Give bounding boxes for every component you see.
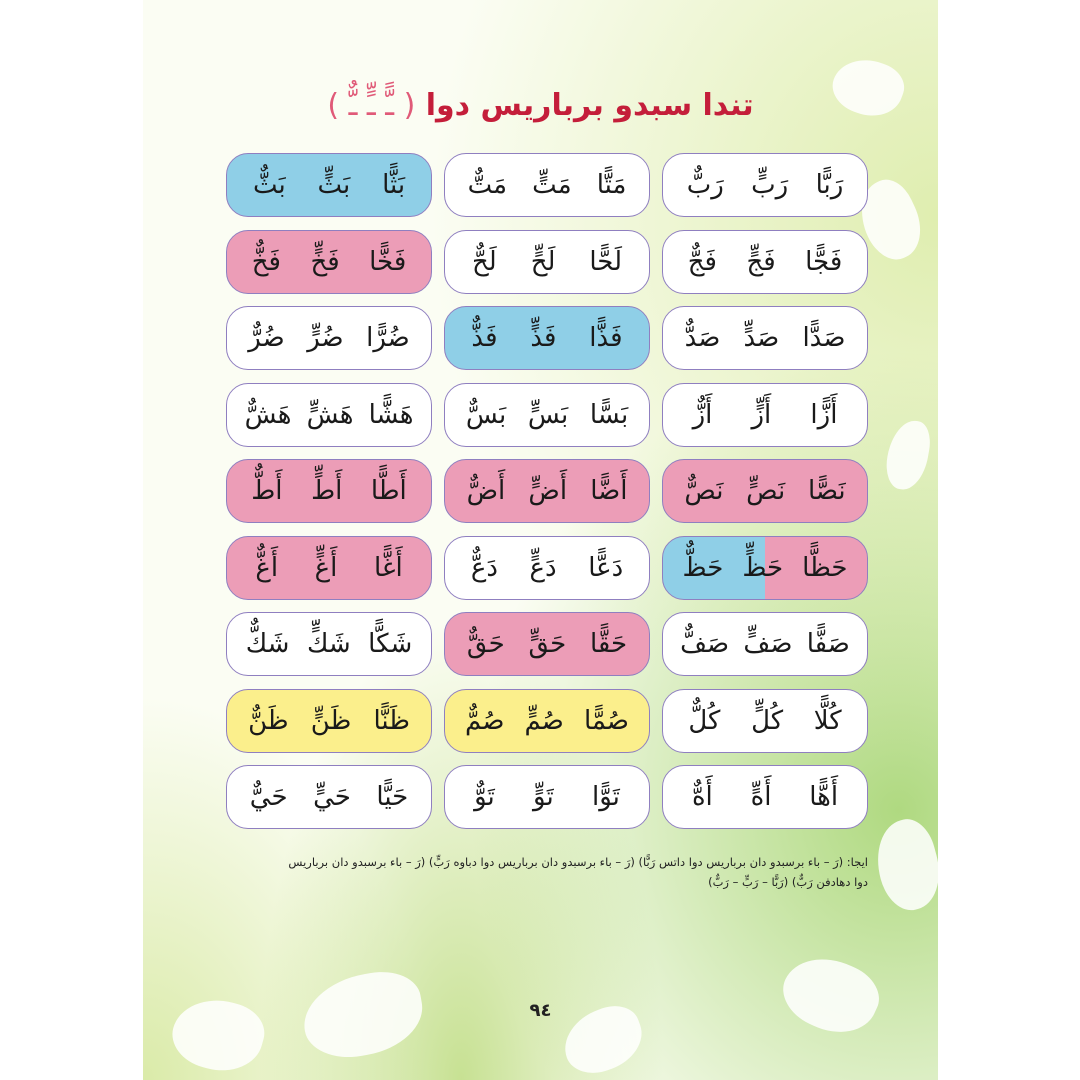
syllable-text: أَطٍّ <box>311 476 343 506</box>
syllable-text: حَقٌّ <box>466 629 505 659</box>
syllable-text: فَذٌّ <box>471 323 498 353</box>
syllable-card <box>226 765 432 829</box>
syllable-card <box>226 306 432 370</box>
syllable-text: أَغٍّ <box>314 552 338 583</box>
syllable-text: حَيًّا <box>376 782 409 812</box>
syllable-text: ظَنًّا <box>373 705 410 736</box>
syllable-card <box>662 459 868 523</box>
example-note-line: دوا دهادفن رَبٌّ) (رَبًّا – رَبٍّ – رَبٌّ) <box>708 875 868 889</box>
syllable-card <box>444 689 650 753</box>
syllable-text: كُلًّا <box>813 705 842 736</box>
syllable-text: لَحًّا <box>589 246 623 277</box>
syllable-text: حَظٍّ <box>742 552 784 583</box>
syllable-text: تَوٍّ <box>533 782 554 812</box>
syllable-text: أَهٍّ <box>750 782 772 812</box>
syllable-text: أَزٌّ <box>692 399 713 430</box>
syllable-card <box>662 765 868 829</box>
syllable-text: صُمًّا <box>583 705 629 736</box>
syllable-text: تَوًّا <box>591 782 620 812</box>
syllable-text: فَجٍّ <box>746 246 776 277</box>
syllable-text: أَغٌّ <box>255 552 279 583</box>
syllable-text: هَشٍّ <box>306 399 354 430</box>
page-title-text: تندا سبدو برباريس دوا <box>425 88 754 123</box>
syllable-card <box>226 689 432 753</box>
syllable-text: صَفٍّ <box>743 629 793 659</box>
syllable-text: أَضٌّ <box>466 476 506 506</box>
syllable-text: رَبٍّ <box>751 170 789 200</box>
syllable-text: دَعًّا <box>588 552 624 583</box>
syllable-text: صُمٍّ <box>524 705 564 736</box>
syllable-text: صَدًّا <box>802 323 846 353</box>
syllable-text: صَدٍّ <box>743 323 780 353</box>
page-number: ٩٤ <box>529 1000 552 1021</box>
syllable-text: صَفٌّ <box>680 629 730 659</box>
syllable-text: نَصٍّ <box>746 476 786 506</box>
syllable-text: بَثًّا <box>382 170 406 200</box>
syllable-card <box>662 612 868 676</box>
syllable-card <box>662 383 868 447</box>
syllable-text: حَظًّا <box>802 552 848 583</box>
syllable-text: صَدٌّ <box>684 323 721 353</box>
syllable-card <box>226 230 432 294</box>
syllable-text: ضُرٍّ <box>307 323 344 353</box>
syllable-text: فَخًّا <box>369 246 407 277</box>
syllable-text: مَتًّا <box>596 170 627 200</box>
syllable-text: أَهًّا <box>809 782 839 812</box>
syllable-card <box>662 689 868 753</box>
syllable-text: كُلٍّ <box>751 705 784 736</box>
syllable-card <box>662 536 868 600</box>
syllable-text: فَذٍّ <box>530 323 557 353</box>
syllable-text: فَخٍّ <box>310 246 340 277</box>
syllable-text: حَظٌّ <box>682 552 724 583</box>
syllable-text: بَثٌّ <box>252 170 286 200</box>
syllable-text: دَعٌّ <box>470 552 498 583</box>
syllable-text: رَبًّا <box>815 170 844 200</box>
syllable-text: أَطٌّ <box>251 476 283 506</box>
syllable-grid <box>226 153 868 829</box>
syllable-text: بَسٍّ <box>527 399 569 430</box>
syllable-text: نَصٌّ <box>684 476 724 506</box>
syllable-text: بَسًّا <box>589 399 629 430</box>
syllable-card <box>226 612 432 676</box>
syllable-card <box>444 230 650 294</box>
syllable-text: صُمٌّ <box>465 705 505 736</box>
syllable-text: فَذًّا <box>589 323 623 353</box>
example-note-line: ايجا: (رَ – باء برسبدو دان برباريس دوا داتس رَبًّا) (رَ – باء برسبدو دان برباريس دوا دباوه رَبٍّ) (رَ – باء برسبدو دان برباريس <box>288 855 868 869</box>
syllable-text: أَطًّا <box>370 476 407 506</box>
syllable-text: حَيٌّ <box>249 782 288 812</box>
syllable-card <box>444 383 650 447</box>
syllable-text: رَبٌّ <box>686 170 724 200</box>
syllable-text: حَيٍّ <box>313 782 351 812</box>
syllable-card <box>444 612 650 676</box>
syllable-text: لَحٍّ <box>530 246 556 277</box>
syllable-card <box>662 306 868 370</box>
syllable-text: فَجٌّ <box>687 246 717 277</box>
syllable-text: لَحٌّ <box>472 246 497 277</box>
syllable-text: فَجًّا <box>805 246 843 277</box>
example-note <box>226 852 868 892</box>
syllable-text: شَكٍّ <box>306 629 351 659</box>
syllable-text: حَقٍّ <box>528 629 567 659</box>
syllable-text: بَثٍّ <box>317 170 351 200</box>
syllable-text: صَفًّا <box>806 629 850 659</box>
petal-decoration <box>867 814 938 916</box>
syllable-card <box>444 765 650 829</box>
syllable-text: دَعٍّ <box>529 552 557 583</box>
page-title <box>143 88 938 123</box>
page-title-symbols: ( ـًّ ـٍّ ـٌّ ) <box>327 88 416 123</box>
syllable-text: حَقًّا <box>589 629 628 659</box>
syllable-text: أَزًّا <box>810 399 838 430</box>
syllable-text: شَكٌّ <box>245 629 290 659</box>
syllable-card <box>226 536 432 600</box>
syllable-text: ظَنٌّ <box>248 705 289 736</box>
syllable-text: ظَنٍّ <box>310 705 352 736</box>
syllable-text: تَوٌّ <box>474 782 495 812</box>
syllable-text: أَضٍّ <box>528 476 568 506</box>
syllable-text: فَخٌّ <box>251 246 281 277</box>
syllable-card <box>662 153 868 217</box>
syllable-card <box>226 153 432 217</box>
syllable-text: بَسٌّ <box>465 399 507 430</box>
syllable-card <box>444 306 650 370</box>
syllable-text: شَكًّا <box>368 629 413 659</box>
syllable-card <box>444 153 650 217</box>
syllable-text: هَشٌّ <box>244 399 292 430</box>
syllable-text: مَتٌّ <box>467 170 508 200</box>
syllable-text: كُلٌّ <box>688 705 721 736</box>
syllable-card <box>444 536 650 600</box>
petal-decoration <box>773 943 889 1047</box>
syllable-text: هَشًّا <box>368 399 414 430</box>
petal-decoration <box>882 417 934 493</box>
syllable-text: أَضًّا <box>590 476 628 506</box>
syllable-text: ضُرٌّ <box>248 323 285 353</box>
syllable-text: نَصًّا <box>807 476 846 506</box>
syllable-text: أَزٍّ <box>751 399 772 430</box>
syllable-text: أَغًّا <box>373 552 403 583</box>
syllable-text: ضُرًّا <box>366 323 410 353</box>
syllable-card <box>226 383 432 447</box>
syllable-text: أَهٌّ <box>691 782 713 812</box>
syllable-text: مَتٍّ <box>532 170 572 200</box>
syllable-card <box>662 230 868 294</box>
syllable-card <box>444 459 650 523</box>
syllable-card <box>226 459 432 523</box>
